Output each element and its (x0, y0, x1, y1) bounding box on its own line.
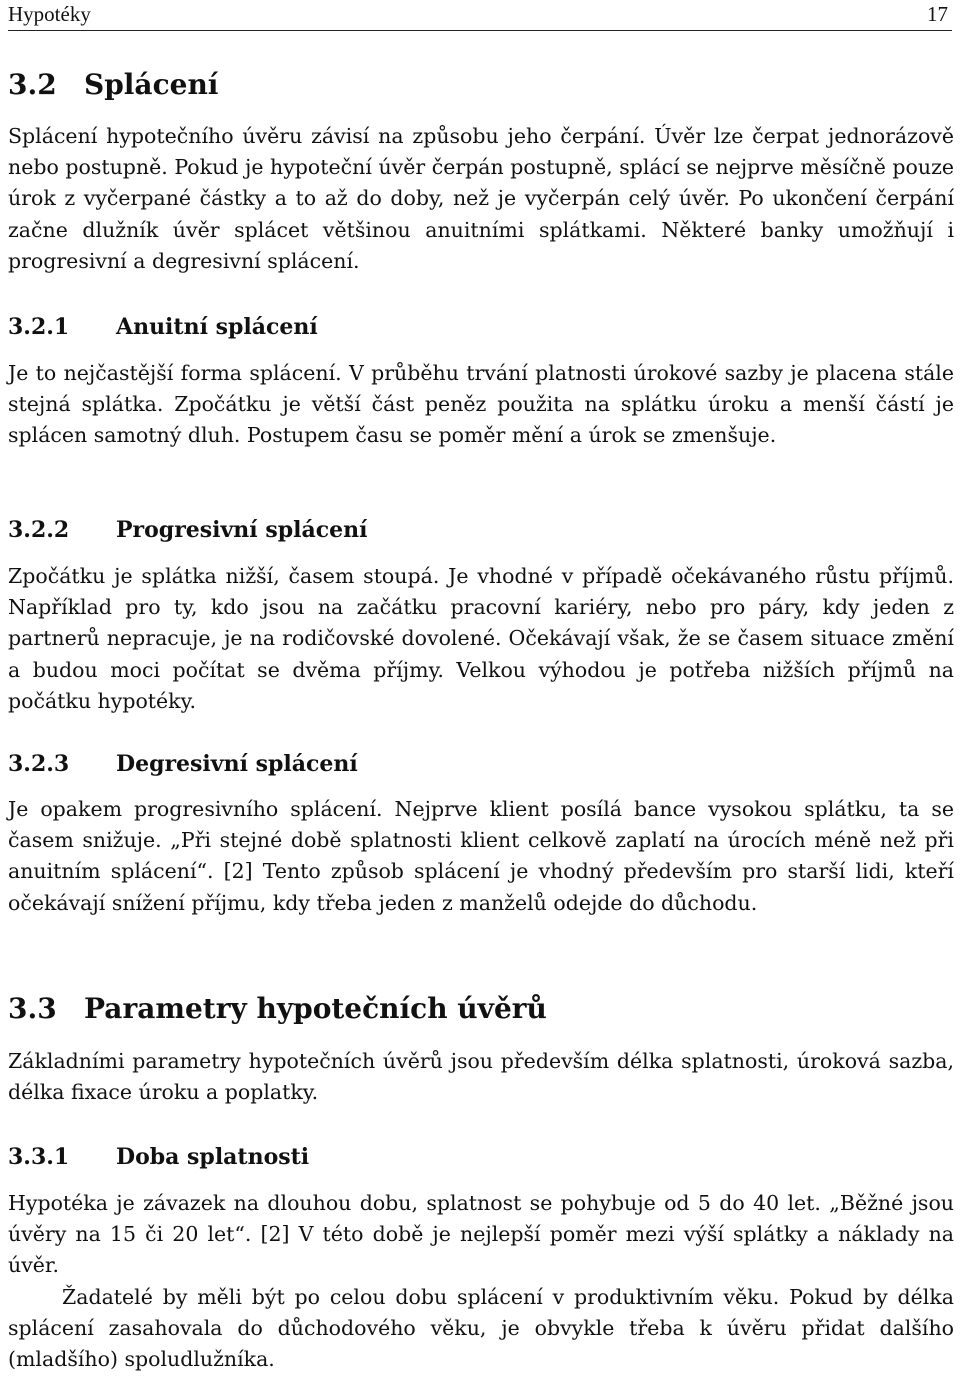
paragraph-3-2-1: Je to nejčastější forma splácení. V průběhu trvání platnosti úrokové sazby je placena stále stejná splátka. Zpočátku je větší část peněz použita na splátku úroku a menší částí je splácen samotný dluh. Postupem času se poměr mění a úrok se zmenšuje. (8, 361, 954, 448)
subsection-number: 3.2.1 (8, 314, 70, 340)
section-number: 3.3 (8, 992, 57, 1025)
subsection-heading-3-3-1 (8, 1143, 309, 1171)
paragraph-3-3-1-continued: Žadatelé by měli být po celou dobu splácení v produktivním věku. Pokud by délka splácení zasahovala do důchodového věku, je obvykle třeba k úvěru přidat dalšího (mladšího) spoludlužníka. (8, 1285, 954, 1372)
section-heading-3-2 (8, 68, 218, 102)
subsection-heading-3-2-2 (8, 516, 367, 544)
section-title: Splácení (84, 68, 219, 101)
subsection-number: 3.3.1 (8, 1144, 70, 1170)
paragraph-3-2: Splácení hypotečního úvěru závisí na způsobu jeho čerpání. Úvěr lze čerpat jednorázově nebo postupně. Pokud je hypoteční úvěr čerpán postupně, splácí se nejprve měsíčně pouze úrok z vyčerpané částky a to až do doby, než je vyčerpán celý úvěr. Po ukončení čerpání začne dlužník úvěr splácet většinou anuitními splátkami. Některé banky umožňují i progresivní a degresivní splácení. (8, 124, 954, 273)
subsection-title: Anuitní splácení (116, 314, 318, 340)
section-heading-3-3 (8, 992, 547, 1026)
paragraph-3-2-3: Je opakem progresivního splácení. Nejprve klient posílá bance vysokou splátku, ta se časem snižuje. „Při stejné době splatnosti klient celkově zaplatí na úrocích méně než při anuitním splácení“. [2] Tento způsob splácení je vhodný především pro starší lidi, kteří očekávají snížení příjmu, kdy třeba jeden z manželů odejde do důchodu. (8, 797, 954, 915)
page-number: 17 (927, 2, 948, 26)
subsection-title: Progresivní splácení (116, 517, 368, 543)
paragraph-3-2-2: Zpočátku je splátka nižší, časem stoupá. Je vhodné v případě očekávaného růstu příjmů. Například pro ty, kdo jsou na začátku pracovní kariéry, nebo pro páry, kdy jeden z partnerů nepracuje, je na rodičovské dovolené. Očekávají však, že se časem situace změní a budou moci počítat se dvěma příjmy. Velkou výhodou je potřeba nižších příjmů na počátku hypotéky. (8, 564, 954, 713)
subsection-title: Degresivní splácení (116, 751, 358, 777)
running-header-title: Hypotéky (8, 2, 91, 26)
running-header (8, 0, 952, 31)
paragraph-3-3: Základními parametry hypotečních úvěrů jsou především délka splatnosti, úroková sazba, délka fixace úroku a poplatky. (8, 1049, 954, 1105)
paragraph-3-3-1: Hypotéka je závazek na dlouhou dobu, splatnost se pohybuje od 5 do 40 let. „Běžné jsou úvěry na 15 či 20 let“. [2] V této době je nejlepší poměr mezi výší splátky a náklady na úvěr. (8, 1191, 954, 1278)
section-number: 3.2 (8, 68, 57, 101)
subsection-number: 3.2.3 (8, 751, 70, 777)
subsection-heading-3-2-3 (8, 750, 358, 778)
subsection-heading-3-2-1 (8, 313, 318, 341)
subsection-title: Doba splatnosti (116, 1144, 310, 1170)
section-title: Parametry hypotečních úvěrů (84, 992, 547, 1025)
subsection-number: 3.2.2 (8, 517, 70, 543)
